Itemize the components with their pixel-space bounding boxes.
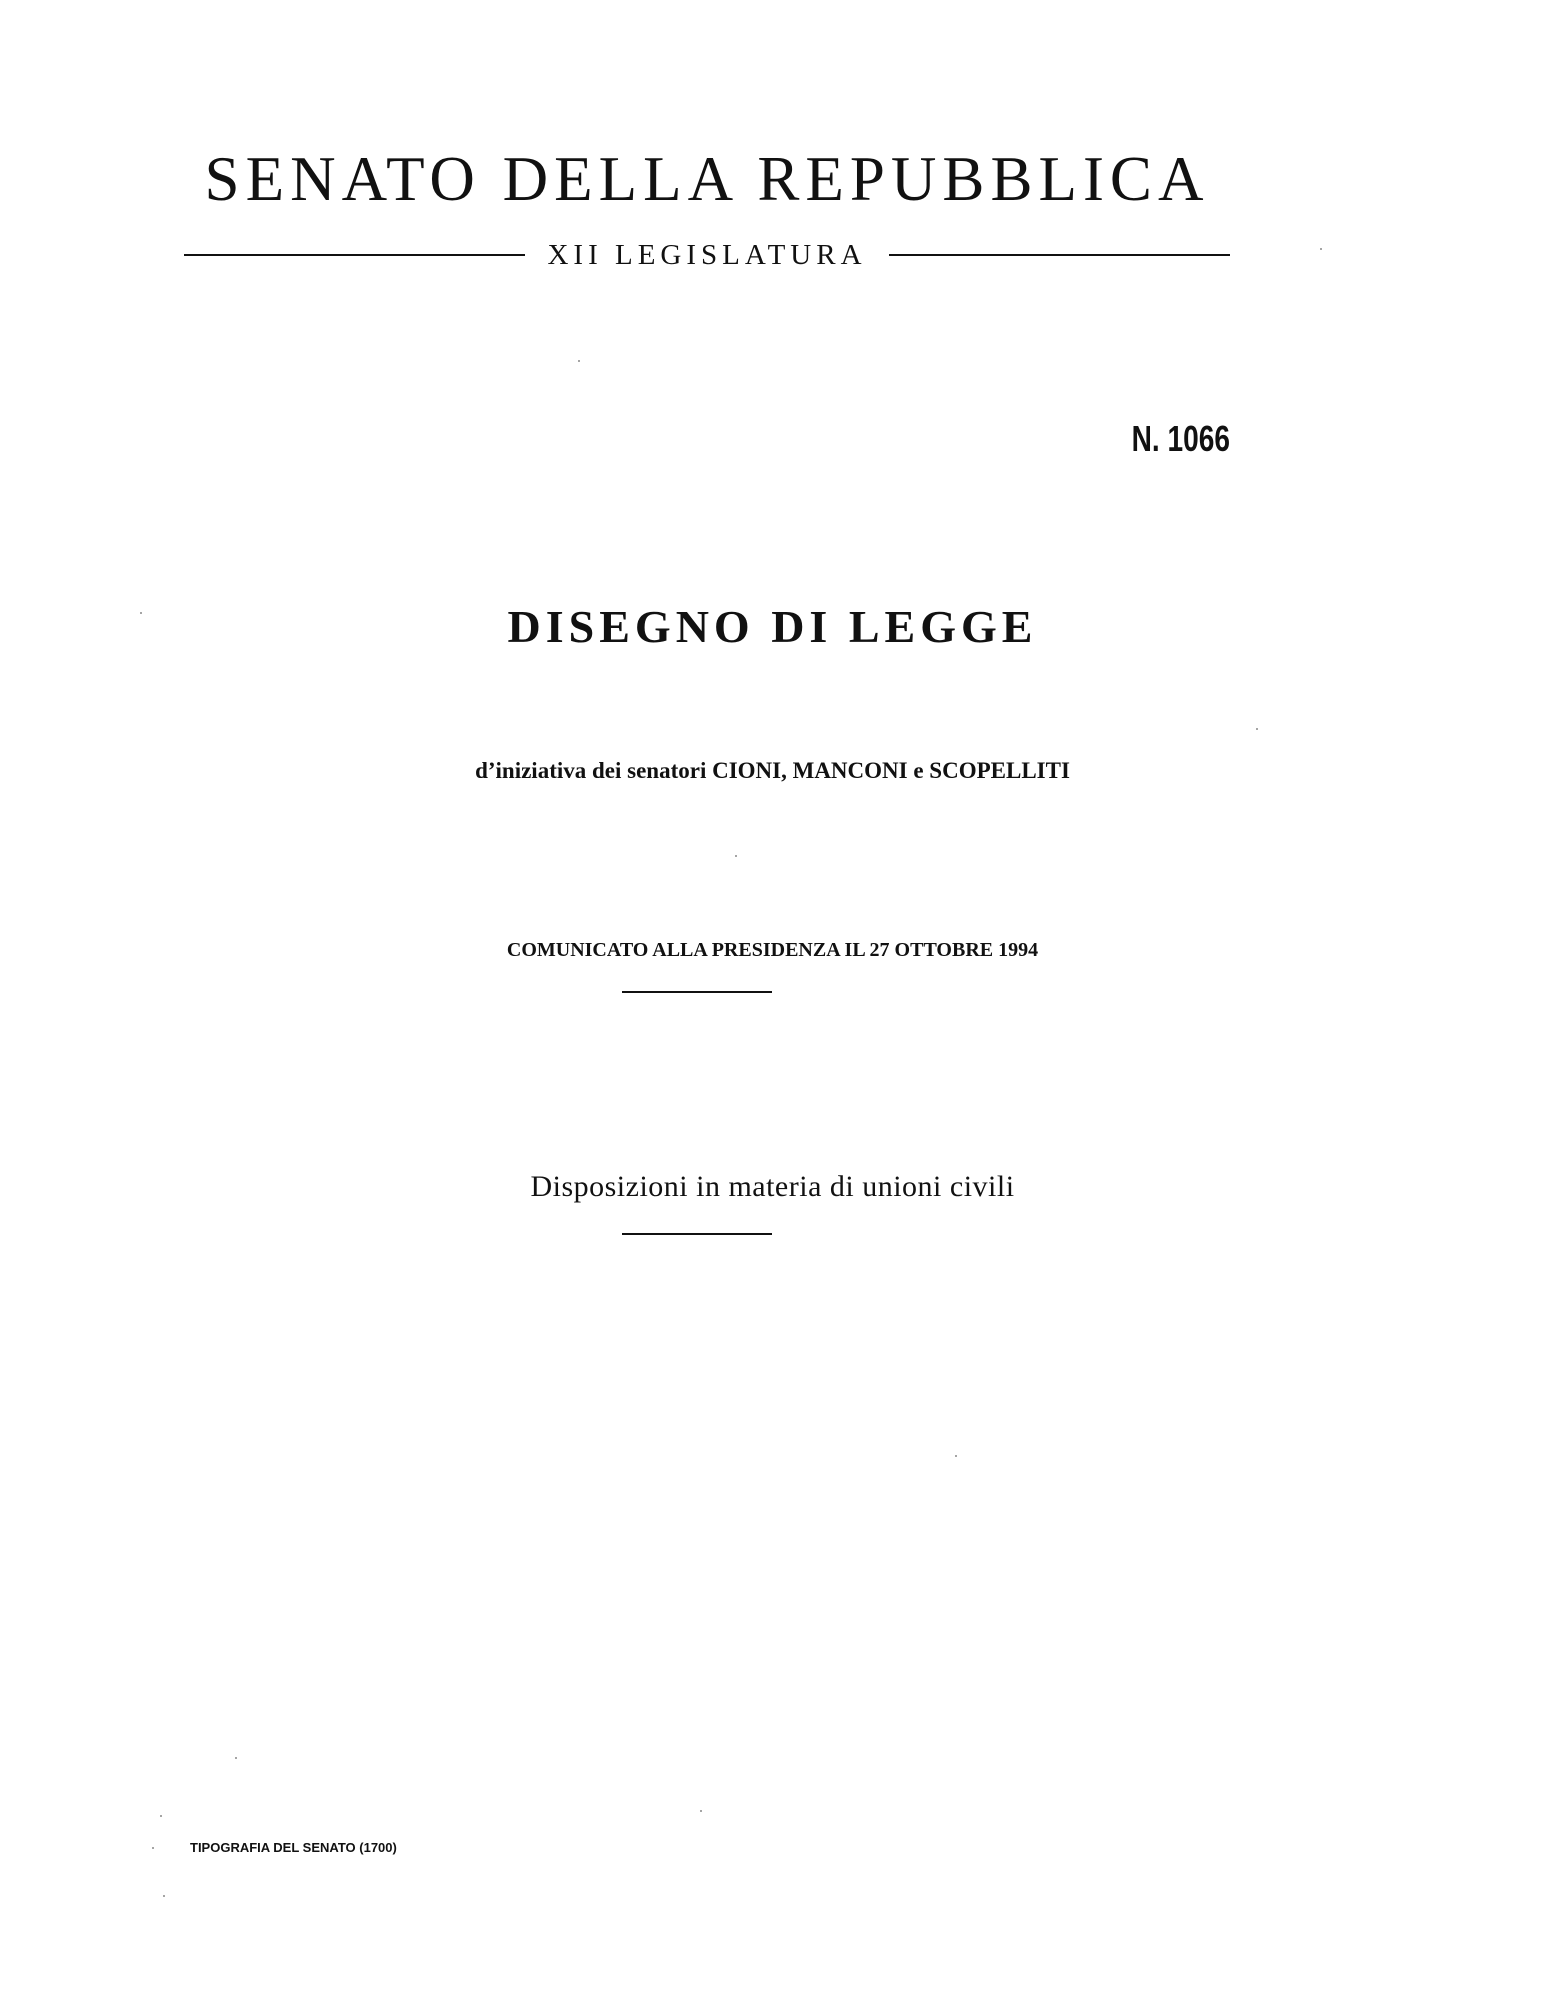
bill-type-heading: DISEGNO DI LEGGE (507, 601, 1038, 652)
scan-speck (955, 1455, 957, 1457)
scan-speck (140, 612, 142, 614)
scan-speck (700, 1810, 702, 1812)
masthead-title: SENATO DELLA REPUBBLICA (204, 144, 1210, 214)
scan-speck (160, 1815, 162, 1817)
scan-speck (235, 1757, 237, 1759)
initiative-line: d’iniziativa dei senatori CIONI, MANCONI e SCOPELLITI (475, 758, 1070, 783)
scan-speck (578, 360, 580, 362)
scan-speck (152, 1847, 154, 1849)
communicated-line: COMUNICATO ALLA PRESIDENZA IL 27 OTTOBRE 1994 (506, 939, 1039, 961)
scan-speck (1320, 248, 1322, 250)
right-rule (889, 254, 1230, 256)
bill-subject: Disposizioni in materia di unioni civili (530, 1170, 1015, 1203)
scan-speck (163, 1895, 165, 1897)
legislatura-row (184, 238, 1230, 272)
separator-rule (622, 991, 772, 993)
left-rule (184, 254, 525, 256)
scan-speck (735, 855, 737, 857)
printer-credit: TIPOGRAFIA DEL SENATO (1700) (190, 1840, 397, 1855)
scan-speck (1256, 728, 1258, 730)
document-number: N. 1066 (1131, 418, 1230, 459)
separator-rule (622, 1233, 772, 1235)
legislatura-label: XII LEGISLATURA (547, 238, 867, 271)
